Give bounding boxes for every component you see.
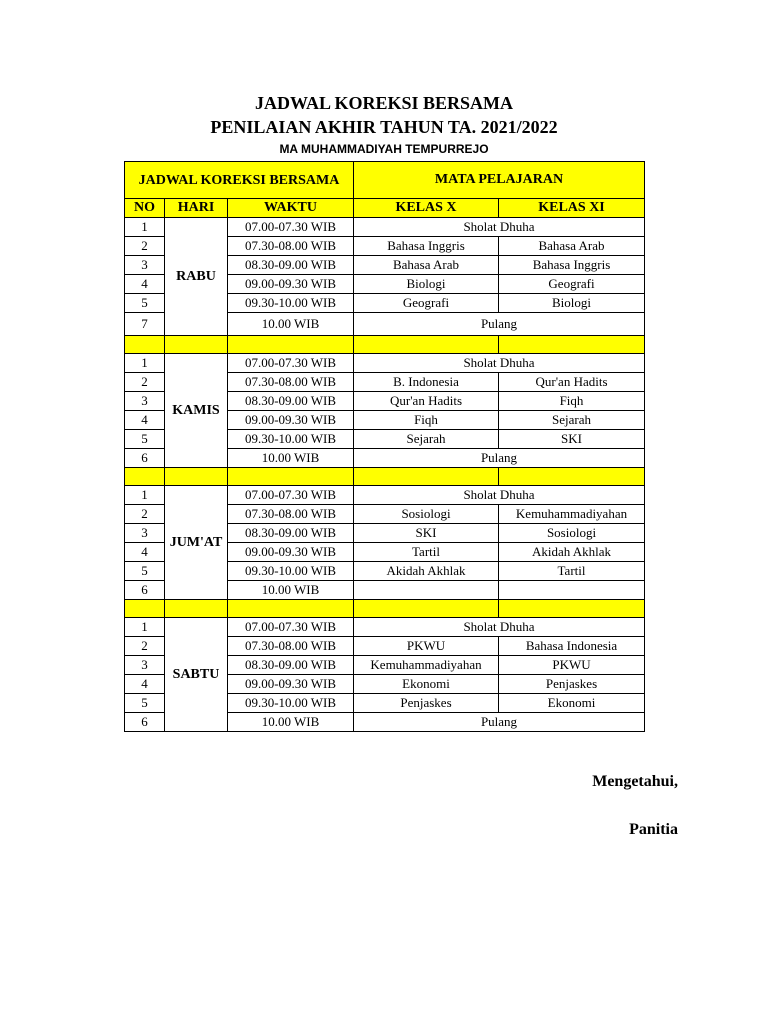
cell-waktu: 10.00 WIB <box>228 449 354 468</box>
separator-cell <box>499 468 645 486</box>
cell-waktu: 08.30-09.00 WIB <box>228 524 354 543</box>
separator-cell <box>228 336 354 354</box>
cell-no: 1 <box>125 354 165 373</box>
cell-no: 1 <box>125 218 165 237</box>
separator-cell <box>125 600 165 618</box>
cell-kelas-xi: Kemuhammadiyahan <box>499 505 645 524</box>
cell-kelas-xi: Akidah Akhlak <box>499 543 645 562</box>
separator-cell <box>165 468 228 486</box>
cell-kelas-x: Tartil <box>354 543 499 562</box>
separator-cell <box>165 600 228 618</box>
cell-no: 5 <box>125 562 165 581</box>
cell-activity: Sholat Dhuha <box>354 486 645 505</box>
cell-kelas-x: Sejarah <box>354 430 499 449</box>
cell-waktu: 07.00-07.30 WIB <box>228 354 354 373</box>
cell-kelas-x: Kemuhammadiyahan <box>354 656 499 675</box>
separator-cell <box>228 600 354 618</box>
cell-kelas-xi: Geografi <box>499 275 645 294</box>
day-separator <box>125 336 645 354</box>
table-column-header <box>125 199 645 218</box>
cell-kelas-xi: Ekonomi <box>499 694 645 713</box>
cell-waktu: 08.30-09.00 WIB <box>228 256 354 275</box>
cell-kelas-x: Biologi <box>354 275 499 294</box>
separator-cell <box>228 468 354 486</box>
day-separator <box>125 600 645 618</box>
column-header-hari: HARI <box>165 199 228 218</box>
cell-no: 5 <box>125 430 165 449</box>
cell-waktu: 07.30-08.00 WIB <box>228 373 354 392</box>
schedule-table <box>124 161 645 732</box>
document-title: JADWAL KOREKSI BERSAMA <box>254 93 514 113</box>
signature-panitia: Panitia <box>629 821 678 838</box>
cell-no: 2 <box>125 637 165 656</box>
cell-waktu: 10.00 WIB <box>228 313 354 336</box>
cell-kelas-xi: Qur'an Hadits <box>499 373 645 392</box>
separator-cell <box>354 336 499 354</box>
cell-waktu: 07.00-07.30 WIB <box>228 618 354 637</box>
separator-cell <box>354 468 499 486</box>
cell-kelas-xi: SKI <box>499 430 645 449</box>
cell-kelas-xi: Sejarah <box>499 411 645 430</box>
cell-kelas-xi: Penjaskes <box>499 675 645 694</box>
cell-kelas-xi: Fiqh <box>499 392 645 411</box>
cell-no: 3 <box>125 524 165 543</box>
cell-kelas-xi: PKWU <box>499 656 645 675</box>
cell-kelas-x: Penjaskes <box>354 694 499 713</box>
cell-kelas-xi: Bahasa Indonesia <box>499 637 645 656</box>
cell-kelas-xi: Bahasa Inggris <box>499 256 645 275</box>
cell-waktu: 09.30-10.00 WIB <box>228 430 354 449</box>
column-header-no: NO <box>125 199 165 218</box>
cell-waktu: 09.30-10.00 WIB <box>228 562 354 581</box>
cell-kelas-x: Sosiologi <box>354 505 499 524</box>
day-name: RABU <box>165 218 228 336</box>
cell-waktu: 09.00-09.30 WIB <box>228 675 354 694</box>
day-name: JUM'AT <box>165 486 228 600</box>
cell-waktu: 07.30-08.00 WIB <box>228 237 354 256</box>
column-header-waktu: WAKTU <box>228 199 354 218</box>
cell-no: 1 <box>125 486 165 505</box>
cell-waktu: 09.30-10.00 WIB <box>228 294 354 313</box>
cell-waktu: 08.30-09.00 WIB <box>228 392 354 411</box>
cell-waktu: 07.00-07.30 WIB <box>228 486 354 505</box>
table-row <box>125 486 645 505</box>
cell-kelas-xi <box>499 581 645 600</box>
school-name: MA MUHAMMADIYAH TEMPURREJO <box>279 142 489 156</box>
cell-kelas-xi: Tartil <box>499 562 645 581</box>
cell-kelas-x: Geografi <box>354 294 499 313</box>
cell-activity: Pulang <box>354 449 645 468</box>
cell-kelas-x: Qur'an Hadits <box>354 392 499 411</box>
separator-cell <box>165 336 228 354</box>
cell-no: 3 <box>125 392 165 411</box>
cell-no: 2 <box>125 237 165 256</box>
cell-kelas-x: PKWU <box>354 637 499 656</box>
cell-kelas-xi: Bahasa Arab <box>499 237 645 256</box>
table-row <box>125 218 645 237</box>
cell-no: 5 <box>125 294 165 313</box>
cell-no: 2 <box>125 373 165 392</box>
cell-no: 7 <box>125 313 165 336</box>
cell-no: 2 <box>125 505 165 524</box>
cell-no: 6 <box>125 581 165 600</box>
cell-kelas-x: Fiqh <box>354 411 499 430</box>
cell-activity: Pulang <box>354 313 645 336</box>
cell-kelas-xi: Biologi <box>499 294 645 313</box>
cell-activity: Sholat Dhuha <box>354 218 645 237</box>
cell-kelas-x: Ekonomi <box>354 675 499 694</box>
cell-kelas-x: Bahasa Inggris <box>354 237 499 256</box>
day-name: SABTU <box>165 618 228 732</box>
separator-cell <box>499 336 645 354</box>
cell-no: 3 <box>125 256 165 275</box>
signature-mengetahui: Mengetahui, <box>592 773 678 790</box>
cell-no: 4 <box>125 275 165 294</box>
cell-waktu: 09.00-09.30 WIB <box>228 543 354 562</box>
cell-no: 6 <box>125 449 165 468</box>
cell-waktu: 08.30-09.00 WIB <box>228 656 354 675</box>
separator-cell <box>354 600 499 618</box>
cell-waktu: 10.00 WIB <box>228 581 354 600</box>
column-header-kelas-x: KELAS X <box>354 199 499 218</box>
cell-no: 4 <box>125 543 165 562</box>
cell-kelas-x: Bahasa Arab <box>354 256 499 275</box>
cell-activity: Pulang <box>354 713 645 732</box>
cell-activity: Sholat Dhuha <box>354 354 645 373</box>
cell-waktu: 10.00 WIB <box>228 713 354 732</box>
cell-waktu: 07.30-08.00 WIB <box>228 637 354 656</box>
cell-no: 4 <box>125 675 165 694</box>
cell-kelas-x <box>354 581 499 600</box>
day-separator <box>125 468 645 486</box>
cell-kelas-x: SKI <box>354 524 499 543</box>
cell-no: 4 <box>125 411 165 430</box>
separator-cell <box>125 468 165 486</box>
table-row <box>125 618 645 637</box>
cell-no: 5 <box>125 694 165 713</box>
table-group-header <box>125 162 645 199</box>
cell-kelas-xi: Sosiologi <box>499 524 645 543</box>
cell-waktu: 09.30-10.00 WIB <box>228 694 354 713</box>
cell-waktu: 09.00-09.30 WIB <box>228 411 354 430</box>
cell-waktu: 07.30-08.00 WIB <box>228 505 354 524</box>
cell-waktu: 09.00-09.30 WIB <box>228 275 354 294</box>
column-header-kelas-xi: KELAS XI <box>499 199 645 218</box>
separator-cell <box>125 336 165 354</box>
cell-activity: Sholat Dhuha <box>354 618 645 637</box>
group-header-jadwal: JADWAL KOREKSI BERSAMA <box>125 162 354 199</box>
cell-no: 3 <box>125 656 165 675</box>
table-row <box>125 354 645 373</box>
document-subtitle: PENILAIAN AKHIR TAHUN TA. 2021/2022 <box>210 117 558 137</box>
cell-no: 6 <box>125 713 165 732</box>
day-name: KAMIS <box>165 354 228 468</box>
cell-kelas-x: B. Indonesia <box>354 373 499 392</box>
cell-kelas-x: Akidah Akhlak <box>354 562 499 581</box>
cell-waktu: 07.00-07.30 WIB <box>228 218 354 237</box>
group-header-mapel: MATA PELAJARAN <box>354 162 645 199</box>
cell-no: 1 <box>125 618 165 637</box>
separator-cell <box>499 600 645 618</box>
